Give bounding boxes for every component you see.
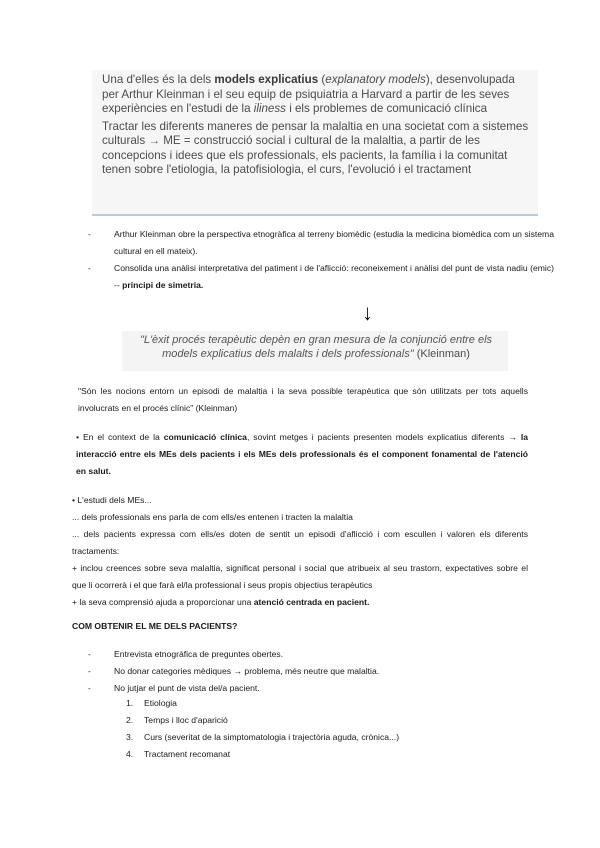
paragraph-text: • En el context de la [76, 432, 164, 442]
item-number: 2. [126, 715, 134, 725]
box1-text: Una d'elles és la dels [102, 73, 215, 86]
down-arrow-icon: ↓ [362, 300, 373, 325]
dash-marker: - [88, 229, 91, 239]
item-number: 1. [126, 698, 134, 708]
list-item-text: Arthur Kleinman obre la perspectiva etnogràfica al terreny biomèdic (estudia la medicina biomèdica com un sistema cultural en ell mateix). [114, 229, 554, 256]
numbered-sublist [126, 695, 399, 763]
item-number: 3. [126, 732, 134, 742]
clinical-communication-paragraph [72, 429, 528, 480]
box1-text: ( [318, 73, 326, 86]
study-line: ... dels pacients expressa com ells/es doten de sentit un episodi d'aflicció i com escullen i valoren els diferents tractaments: [72, 529, 528, 556]
dash-marker: - [88, 683, 91, 693]
explanatory-models-box [92, 70, 538, 216]
list-item [88, 663, 379, 680]
list-item [88, 646, 379, 663]
quote-author: (Kleinman) [413, 347, 470, 360]
item-number: 4. [126, 749, 134, 759]
paragraph-text: , sovint metges i pacients presenten models explicatius diferents → [246, 432, 521, 442]
box1-paragraph-1 [102, 73, 532, 117]
list-item-bold: principi de simetria. [122, 280, 204, 290]
study-line: • L'estudi dels MEs... [72, 495, 152, 505]
study-line-bold: atenció centrada en pacient. [253, 597, 370, 607]
list-item-text: Entrevista etnogràfica de preguntes obertes. [114, 649, 284, 659]
dash-marker: - [88, 263, 91, 273]
paragraph-bold: comunicació clínica [163, 432, 247, 442]
study-line-text: + la seva comprensió ajuda a proporcionar una [72, 597, 254, 607]
list-item-text [114, 260, 554, 294]
numbered-item-text: Curs (severitat de la simptomatologia i trajectòria aguda, crònica...) [144, 732, 400, 742]
box1-italic: iliness [253, 102, 286, 115]
kleinman-quote-box [122, 331, 508, 371]
paragraph-bold: la interacció entre els MEs dels pacients i els MEs dels professionals és el component fonamental de l'atenció en salut. [76, 432, 528, 476]
box1-text: ), desenvolupada per Arthur Kleinman i el seu equip de psiquiatria a Harvard a partir de les seves experiències en l'estudi de la [102, 73, 515, 115]
box1-italic: explanatory models [325, 73, 426, 86]
study-of-mes-section [72, 492, 528, 611]
quote-italic: "L'èxit procés terapèutic depèn en gran mesura de la conjunció entre els models explicatius dels malalts i dels professionals" [139, 334, 493, 360]
box1-bold: models explicatius [214, 73, 319, 86]
kleinman-bullets [88, 226, 554, 294]
study-line: + inclou creences sobre seva malaltia, significat personal i social que atribueix al seu trastorn, expectatives sobre el que li ocorrerà i el que farà el/la professional i seus propis objectius terapèutics [72, 563, 528, 590]
study-line: ... dels professionals ens parla de com ells/es entenen i tracten la malaltia [72, 512, 353, 522]
section-heading: COM OBTENIR EL ME DELS PACIENTS? [72, 621, 238, 631]
box1-text: i els problemes de comunicació clínica [285, 102, 488, 115]
definition-quote: "Són les nocions entorn un episodi de malaltia i la seva possible terapèutica que són utilitzats per tots aquells involucrats en el procés clínic" (Kleinman) [78, 386, 528, 413]
numbered-item [126, 746, 399, 763]
numbered-item [126, 695, 399, 712]
numbered-item [126, 712, 399, 729]
list-item [88, 226, 554, 260]
numbered-item-text: Tractament recomanat [144, 749, 231, 759]
list-item [88, 260, 554, 294]
study-line [72, 594, 528, 611]
box1-paragraph-2: Tractar les diferents maneres de pensar la malaltia en una societat com a sistemes culturals → ME = construcció social i cultural de la malaltia, a partir de les concepcions i idees que els professionals, els pacients, la família i la comunitat tenen sobre l'etiologia, la patofisiologia, el curs, l'evolució i el tractament [102, 119, 529, 176]
dash-marker: - [88, 666, 91, 676]
numbered-item [126, 729, 399, 746]
numbered-item-text: Temps i lloc d'aparició [144, 715, 228, 725]
methods-list [88, 646, 379, 697]
list-item-text: No donar categories mèdiques → problema, més neutre que malaltia. [114, 666, 380, 676]
list-item-text: No jutjar el punt de vista del/a pacient. [114, 683, 260, 693]
list-item-text-part: Consolida una anàlisi interpretativa del patiment i de l'aflicció: reconeixement i anàlisi del punt de vista nadiu (emic) -- [114, 263, 554, 290]
dash-marker: - [88, 649, 91, 659]
numbered-item-text: Etiologia [144, 698, 177, 708]
